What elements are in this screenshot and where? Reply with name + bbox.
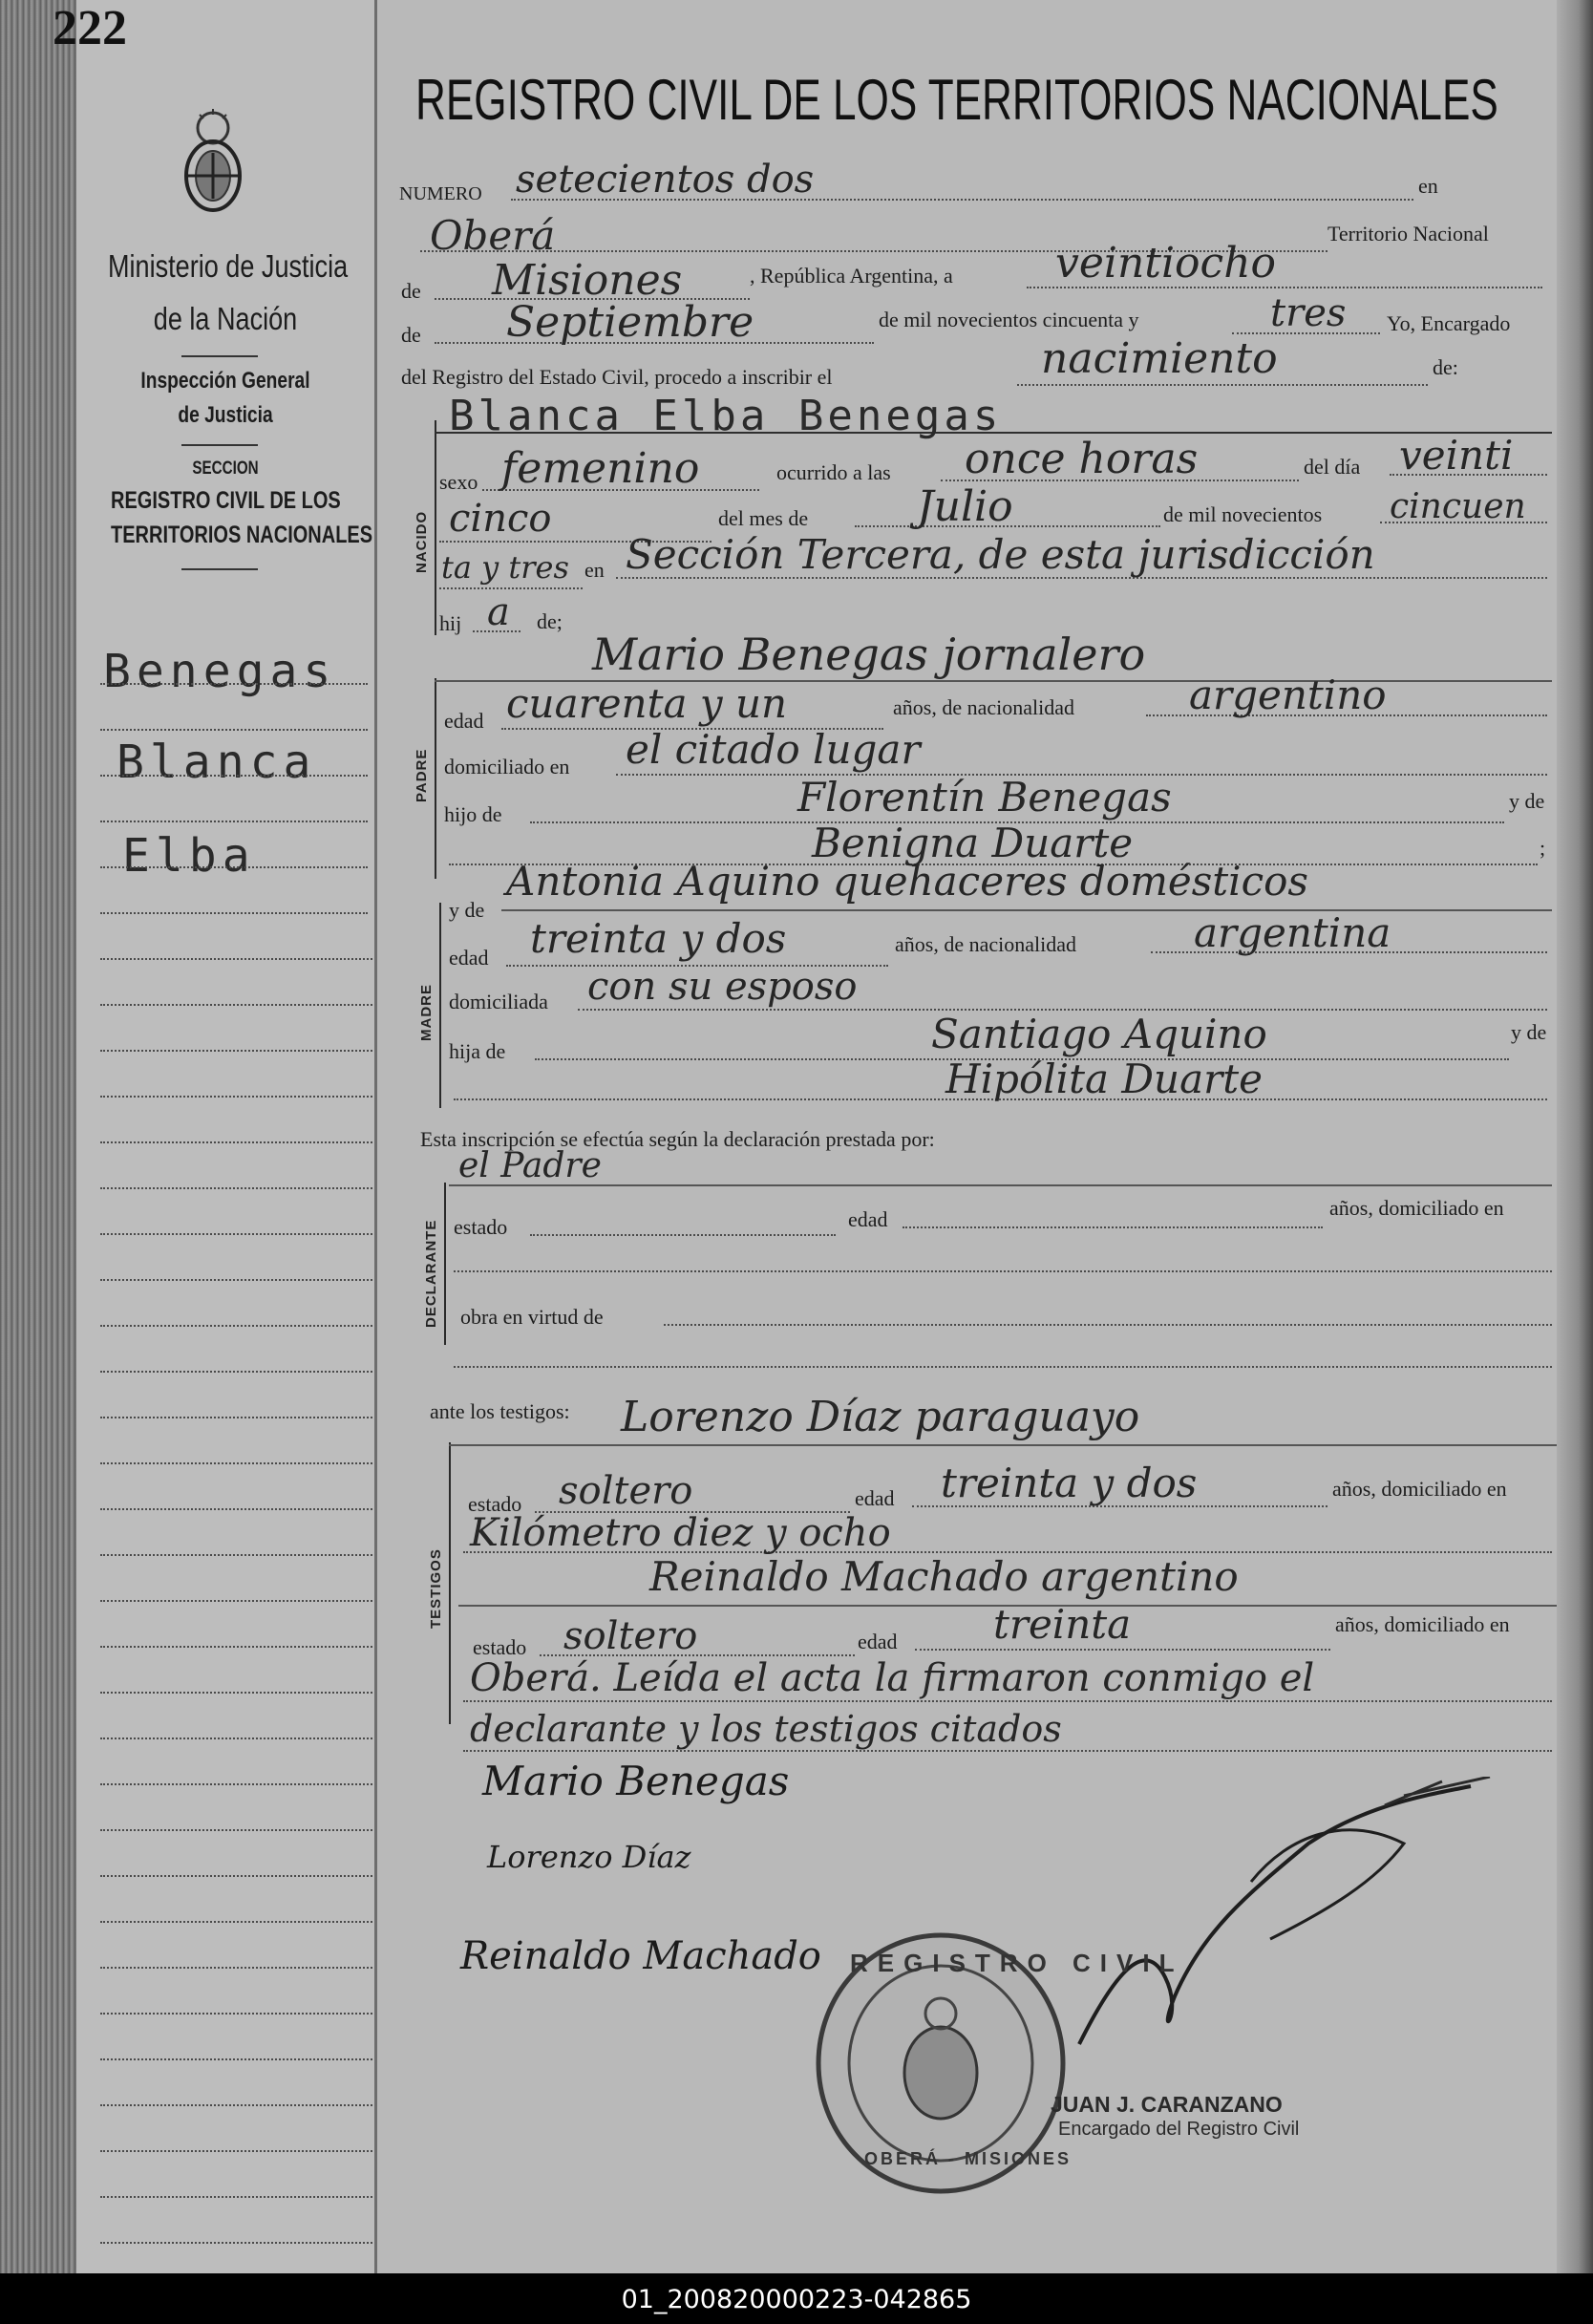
abuela-m-value: Hipólita Duarte	[945, 1055, 1263, 1102]
madre-bracket	[439, 903, 441, 1108]
margin-ruled-line	[100, 1004, 372, 1006]
margin-ruled-line	[100, 1600, 372, 1602]
margin-ruled-line	[100, 821, 368, 822]
label-yo-encargado: Yo, Encargado	[1387, 311, 1511, 335]
margin-ruled-line	[100, 729, 368, 731]
label-hijo-de: hijo de	[444, 802, 502, 826]
margin-ruled-line	[100, 1141, 372, 1143]
margin-ruled-line	[100, 2013, 372, 2015]
abuela-p-value: Benigna Duarte	[812, 820, 1134, 866]
margin-ruled-line	[100, 683, 368, 685]
footer-id: 01_200820000223-042865	[621, 2285, 972, 2314]
declarante-dom-line	[454, 1270, 1552, 1272]
margin-surname: Benegas	[103, 645, 337, 698]
label-anos-nac-madre: años, de nacionalidad	[895, 932, 1076, 956]
declarante-obra-line-2	[454, 1366, 1552, 1368]
localidad-value: Oberá	[430, 212, 556, 259]
madre-nac-value: argentina	[1194, 909, 1391, 956]
document-title: REGISTRO CIVIL DE LOS TERRITORIOS NACIONALES	[415, 68, 1498, 132]
label-edad-t2: edad	[858, 1630, 898, 1653]
label-y-de-madre-2: y de	[1511, 1020, 1547, 1044]
label-estado-t2: estado	[473, 1635, 527, 1659]
label-estado-declarante: estado	[454, 1215, 508, 1239]
label-de: de	[401, 323, 421, 347]
margin-ruled-line	[100, 2058, 372, 2060]
margin-ruled-line	[100, 1646, 372, 1648]
label-del-dia: del día	[1304, 455, 1361, 479]
margin-ruled-line	[100, 1050, 372, 1052]
mes-nac-value: Julio	[917, 482, 1013, 531]
book-edge	[0, 0, 76, 2273]
declarante-edad-line	[903, 1226, 1323, 1228]
t2-edad-line	[915, 1649, 1330, 1651]
label-anos-nac-padre: años, de nacionalidad	[893, 695, 1074, 719]
margin-ruled-line	[100, 2104, 372, 2106]
seal-bottom-text: OBERÁ - MISIONES	[864, 2149, 1073, 2168]
label-en-lugar: en	[584, 558, 605, 582]
testigo1-value: Lorenzo Díaz paraguayo	[621, 1393, 1140, 1441]
padre-nac-value: argentino	[1189, 672, 1387, 718]
footer-bar	[0, 2273, 1593, 2324]
margin-column	[76, 0, 374, 2273]
t1-estado-value: soltero	[559, 1469, 693, 1513]
label-y-de-padre: y de	[1509, 789, 1545, 813]
label-numero: NUMERO	[399, 183, 482, 204]
margin-ruled-line	[100, 775, 368, 777]
margin-ruled-line	[100, 866, 368, 868]
declarante-obra-line	[664, 1324, 1552, 1326]
numero-value: setecientos dos	[516, 158, 815, 202]
margin-ruled-line	[100, 1096, 372, 1098]
seccion-line3: TERRITORIOS NACIONALES	[111, 522, 373, 548]
margin-ruled-line	[100, 2242, 372, 2244]
madre-value: Antonia Aquino quehaceres domésticos	[506, 858, 1308, 905]
inspeccion-line1: Inspección General	[140, 368, 310, 394]
dia-nac-value-a: veinti	[1399, 432, 1514, 479]
t1-dom-value: Kilómetro diez y ocho	[470, 1511, 891, 1555]
label-edad-padre: edad	[444, 709, 484, 733]
label-de-mil: de mil novecientos cincuenta y	[879, 308, 1139, 331]
margin-ruled-line	[100, 1554, 372, 1556]
mes-value: Septiembre	[506, 298, 754, 347]
madre-label: MADRE	[418, 984, 435, 1041]
acto-line	[1017, 384, 1428, 386]
margin-ruled-line	[100, 2150, 372, 2152]
label-sexo: sexo	[439, 470, 478, 494]
margin-rule	[181, 355, 258, 357]
margin-ruled-line	[100, 1967, 372, 1969]
stamp-title: Encargado del Registro Civil	[1058, 2119, 1300, 2140]
label-edad-t1: edad	[855, 1486, 895, 1510]
madre-name-line	[501, 909, 1552, 911]
seccion-line2: REGISTRO CIVIL DE LOS	[111, 487, 341, 514]
t1-edad-value: treinta y dos	[941, 1460, 1198, 1506]
testigos-label: TESTIGOS	[428, 1548, 444, 1629]
padre-label: PADRE	[414, 748, 430, 802]
stamp-name: JUAN J. CARANZANO	[1051, 2092, 1283, 2117]
sexo-value: femenino	[501, 444, 700, 493]
seccion-line1: SECCION	[192, 458, 259, 479]
cierre-line-a	[463, 1700, 1552, 1702]
label-de: de	[401, 279, 421, 303]
margin-ruled-line	[100, 1325, 372, 1327]
label-y-de-madre: y de	[449, 898, 485, 922]
label-semicolon: ;	[1540, 836, 1546, 860]
label-hija-de: hija de	[449, 1039, 506, 1063]
margin-rule	[181, 444, 258, 446]
label-de-semi: de;	[537, 609, 563, 633]
t2-estado-value: soltero	[563, 1614, 698, 1658]
lugar-value: Sección Tercera, de esta jurisdicción	[626, 531, 1375, 578]
ministry-line2: de la Nación	[153, 301, 298, 336]
hij-value: a	[487, 590, 510, 634]
margin-ruled-line	[100, 1417, 372, 1418]
label-del-registro: del Registro del Estado Civil, procedo a inscribir el	[401, 365, 833, 389]
label-domiciliado-padre: domiciliado en	[444, 755, 570, 778]
anio-value: tres	[1270, 291, 1347, 335]
margin-rule	[181, 568, 258, 570]
abuelo-m-value: Santiago Aquino	[931, 1011, 1267, 1057]
hora-value: once horas	[965, 435, 1199, 483]
label-anos-domiciliado-decl: años, domiciliado en	[1329, 1196, 1504, 1220]
label-de-mil2: de mil novecientos	[1163, 502, 1323, 526]
margin-ruled-line	[100, 1187, 372, 1189]
margin-ruled-line	[100, 1462, 372, 1464]
madre-edad-value: treinta y dos	[530, 915, 787, 962]
margin-ruled-line	[100, 958, 372, 960]
margin-ruled-line	[100, 1783, 372, 1785]
anio-nac-line-b	[439, 587, 583, 589]
t2-edad-value: treinta	[993, 1601, 1132, 1648]
padre-dom-value: el citado lugar	[626, 726, 921, 773]
anio-nac-value-b: ta y tres	[441, 549, 569, 586]
margin-ruled-line	[100, 1921, 372, 1923]
margin-ruled-line	[100, 1875, 372, 1877]
cierre-line-b	[463, 1750, 1552, 1752]
label-anos-domiciliado-t2: años, domiciliado en	[1335, 1612, 1510, 1636]
inspeccion-line2: de Justicia	[178, 402, 273, 428]
official-signature-icon	[1060, 1777, 1499, 2063]
signature-testigo2: Reinaldo Machado	[460, 1934, 821, 1978]
nombre-value: Blanca Elba Benegas	[449, 392, 1003, 440]
dia-nac-value-b: cinco	[449, 497, 552, 541]
margin-ruled-line	[100, 1233, 372, 1235]
label-ante-testigos: ante los testigos:	[430, 1399, 570, 1423]
nacido-label: NACIDO	[414, 510, 430, 573]
page-edge	[1557, 0, 1593, 2273]
ministry-line1: Ministerio de Justicia	[108, 248, 349, 284]
signature-padre: Mario Benegas	[482, 1758, 790, 1804]
padre-edad-value: cuarenta y un	[506, 680, 788, 727]
coat-of-arms-icon	[175, 107, 251, 220]
abuelo-p-value: Florentín Benegas	[797, 774, 1172, 821]
cierre-value-a: Oberá. Leída el acta la firmaron conmigo el	[470, 1656, 1315, 1700]
margin-ruled-line	[100, 2196, 372, 2198]
margin-middlename: Elba	[122, 829, 256, 883]
margin-ruled-line	[100, 912, 368, 914]
label-obra: obra en virtud de	[460, 1305, 604, 1329]
declarante-estado-line	[530, 1234, 836, 1236]
label-estado-t1: estado	[468, 1492, 522, 1516]
acto-value: nacimiento	[1041, 334, 1278, 383]
declarante-bracket	[444, 1183, 446, 1345]
label-territorio-nacional: Territorio Nacional	[1328, 222, 1489, 245]
signature-testigo1: Lorenzo Díaz	[487, 1839, 691, 1875]
declarante-label: DECLARANTE	[423, 1219, 439, 1328]
territorio-value: Misiones	[492, 256, 683, 305]
cierre-value-b: declarante y los testigos citados	[470, 1708, 1062, 1750]
label-ocurrido: ocurrido a las	[776, 460, 891, 484]
label-domiciliada: domiciliada	[449, 990, 548, 1013]
testigo2-value: Reinaldo Machado argentino	[649, 1553, 1239, 1600]
declarante-name-line	[449, 1184, 1552, 1186]
margin-ruled-line	[100, 1692, 372, 1694]
margin-firstname: Blanca	[117, 736, 317, 789]
label-hij: hij	[439, 611, 462, 635]
label-edad-madre: edad	[449, 946, 489, 970]
label-esta-inscripcion: Esta inscripción se efectúa según la declaración prestada por:	[420, 1127, 935, 1151]
dia-value: veintiocho	[1055, 239, 1277, 288]
margin-ruled-line	[100, 1508, 372, 1510]
declarante-value: el Padre	[458, 1146, 602, 1185]
margin-ruled-line	[100, 1371, 372, 1373]
margin-ruled-line	[100, 1829, 372, 1831]
label-en: en	[1418, 174, 1438, 198]
anio-nac-value-a: cincuen	[1390, 487, 1526, 526]
padre-bracket	[435, 678, 436, 879]
testigo1-line	[449, 1444, 1557, 1446]
margin-ruled-line	[100, 1738, 372, 1739]
padre-value: Mario Benegas jornalero	[592, 629, 1146, 680]
testigos-bracket	[449, 1442, 451, 1724]
label-edad-declarante: edad	[848, 1207, 888, 1231]
column-divider	[374, 0, 377, 2273]
nacido-bracket	[435, 420, 436, 635]
madre-dom-value: con su esposo	[587, 965, 858, 1009]
label-de-colon: de:	[1433, 355, 1458, 379]
label-anos-domiciliado-t1: años, domiciliado en	[1332, 1477, 1507, 1501]
seal-top-text: REGISTRO CIVIL	[850, 1949, 1184, 1977]
page-number: 222	[53, 1, 127, 55]
label-republica: , República Argentina, a	[750, 264, 953, 288]
margin-ruled-line	[100, 1279, 372, 1281]
label-del-mes: del mes de	[718, 506, 809, 530]
